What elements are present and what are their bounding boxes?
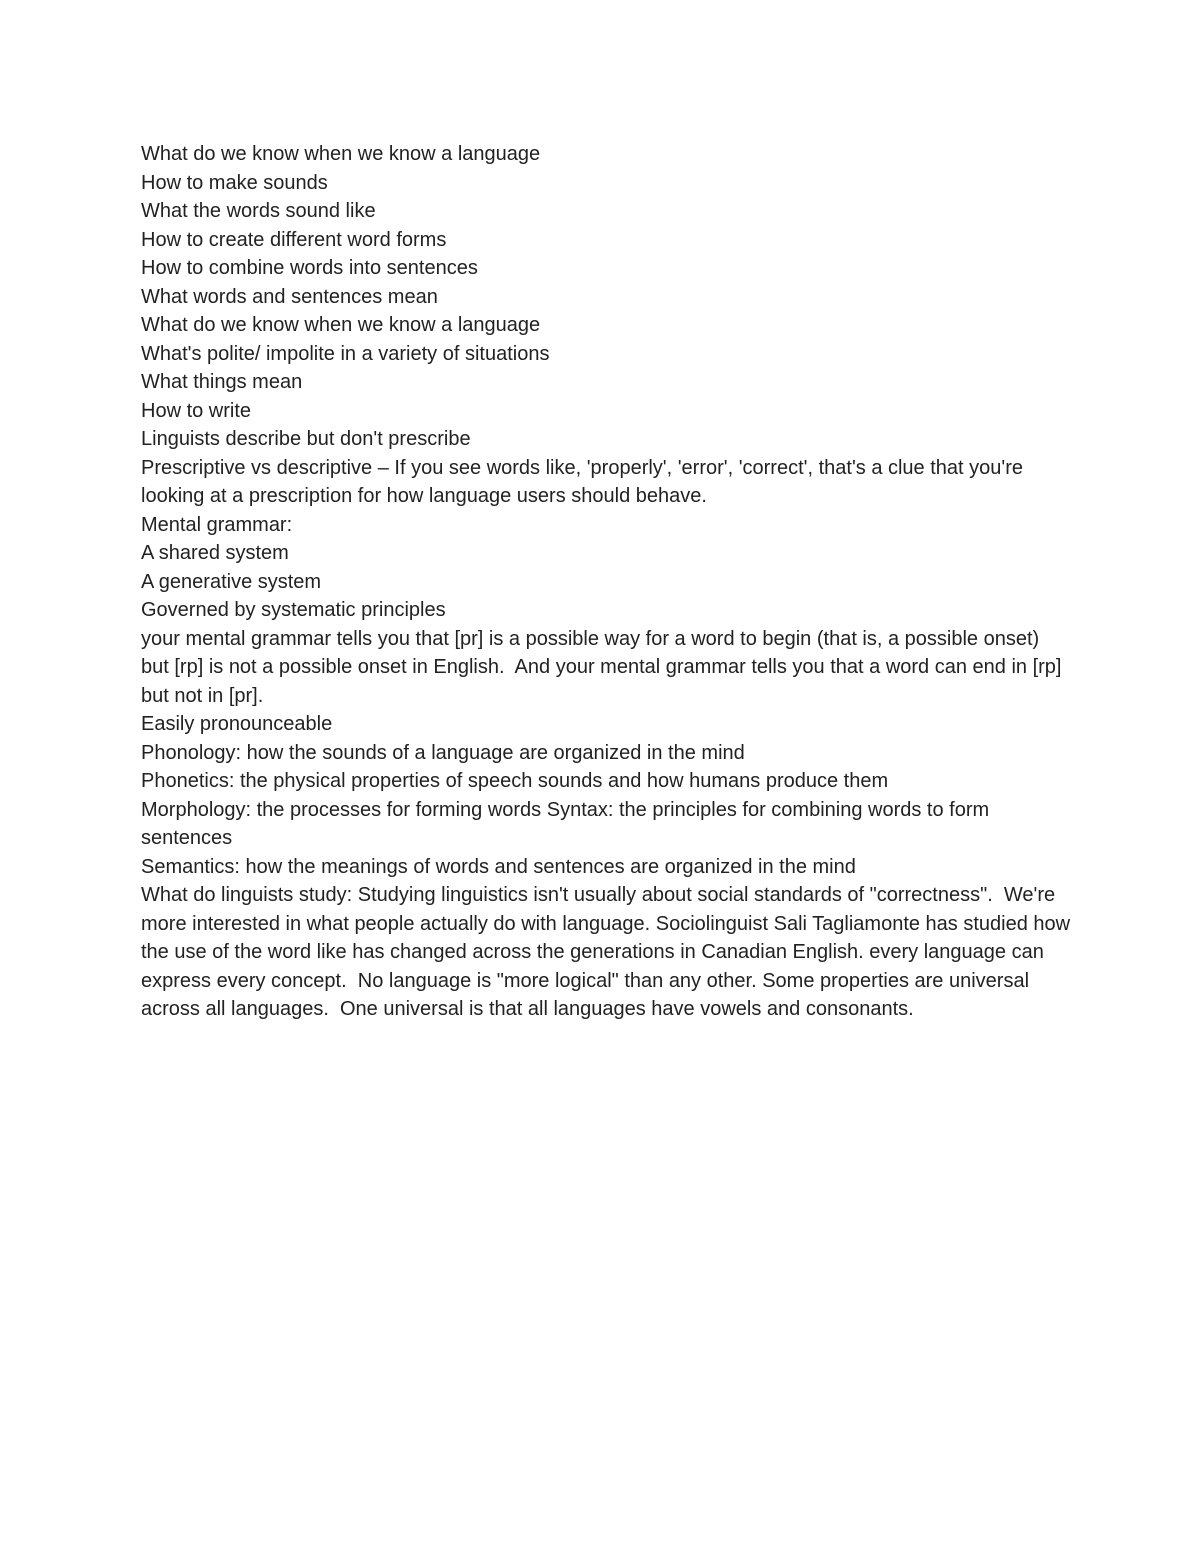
text-paragraph: Morphology: the processes for forming words Syntax: the principles for combining words to form sentences (141, 798, 995, 849)
text-line: What do we know when we know a language (141, 314, 541, 336)
text-line: Phonology: how the sounds of a language are organized in the mind (141, 741, 745, 764)
text-line: Mental grammar: (141, 513, 293, 536)
text-line: Easily pronounceable (141, 713, 333, 735)
text-paragraph: your mental grammar tells you that [pr] is a possible way for a word to begin (that is, a possible onset) but [rp] is not a possible onset in English. And your mental grammar tells you that a word can end in [rp] but not in [pr]. (141, 627, 1068, 707)
document-body (141, 140, 1076, 1024)
text-line: Linguists describe but don't prescribe (141, 428, 471, 450)
text-line: What things mean (141, 371, 303, 393)
text-line: How to write (141, 399, 252, 422)
text-line: How to make sounds (141, 171, 328, 194)
text-line: What do we know when we know a language (141, 143, 541, 165)
text-line: A generative system (141, 570, 322, 593)
text-line: Semantics: how the meanings of words and sentences are organized in the mind (141, 855, 856, 878)
text-paragraph: What do linguists study: Studying linguistics isn't usually about social standards of "correctness". We're more interested in what people actually do with language. Sociolinguist Sali Tagliamonte has studied how the use of the word like has changed across the generations in Canadian English. every language can express every concept. No language is "more logical" than any other. Some properties are universal across all languages. One universal is that all languages have vowels and consonants. (141, 884, 1076, 1020)
text-paragraph: Prescriptive vs descriptive – If you see words like, 'properly', 'error', 'correct', that's a clue that you're looking at a prescription for how language users should behave. (141, 456, 1029, 507)
text-line: Phonetics: the physical properties of speech sounds and how humans produce them (141, 770, 889, 792)
text-line: What the words sound like (141, 200, 376, 222)
text-line: What words and sentences mean (141, 285, 438, 308)
text-line: Governed by systematic principles (141, 599, 446, 621)
text-line: How to combine words into sentences (141, 257, 478, 279)
text-line: A shared system (141, 542, 289, 564)
text-line: What's polite/ impolite in a variety of situations (141, 342, 550, 365)
text-line: How to create different word forms (141, 228, 447, 251)
